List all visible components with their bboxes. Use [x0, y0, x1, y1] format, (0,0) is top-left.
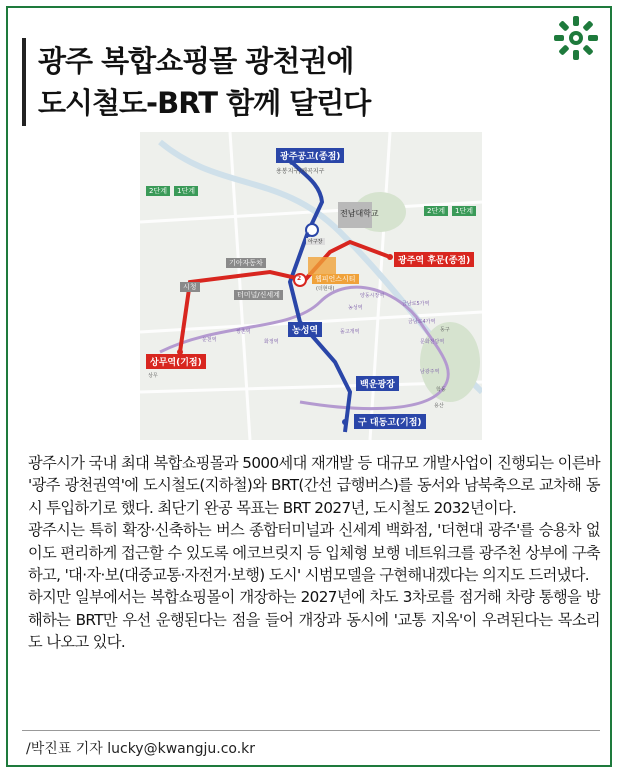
route-map	[140, 132, 482, 440]
metro-station-label: 운천역	[202, 337, 217, 343]
article-paragraph-2: 광주시는 특히 확장·신축하는 버스 종합터미널과 신세계 백화점, '더현대 광주'를 승용차 없이도 편리하게 접근할 수 있도록 에코브릿지 등 입체형 보행 네트워크를 광주천 상부에 구축하고, '대·자·보(대중교통·자전거·보행) 도시' 시범모델을 구현해내겠다는 의지도 드러냈다.	[28, 521, 600, 585]
article-body	[28, 452, 600, 654]
map-label-agu: 아구장	[308, 239, 323, 245]
map-label-yongbong: 용봉지구/매곡지구	[276, 168, 325, 175]
map-label-sangmu: 상무역(기점)	[146, 354, 206, 369]
metro-station-label: 금남로5가역	[402, 301, 430, 307]
metro-station-label: 남광주역	[420, 369, 440, 375]
map-label-univ: 전남대학교	[340, 209, 379, 218]
area-label: 상무	[148, 373, 158, 379]
metro-station-label: 화정역	[264, 339, 279, 345]
area-label: 용산	[434, 403, 444, 409]
title-accent-bar	[22, 38, 26, 126]
map-label-phase2-left: 2단계	[146, 186, 170, 196]
map-label-gwangju-terminal: 광주공고(종점)	[276, 148, 344, 163]
map-label-phase1-left: 1단계	[174, 186, 198, 196]
article-paragraph-1: 광주시가 국내 최대 복합쇼핑몰과 5000세대 재개발 등 대규모 개발사업이 진행되는 이른바 '광주 광천권역'에 도시철도(지하철)와 BRT(간선 급행버스)를 동서와 남북축으로 교차해 동시 투입하기로 했다. 최단기 완공 목표는 BRT 2027년, 도시철도 2032년이다.	[28, 454, 600, 517]
map-label-baekun: 백운광장	[356, 376, 399, 391]
headline	[38, 40, 370, 124]
map-label-kia: 기아자동차	[226, 258, 266, 268]
article-paragraph-3: 하지만 일부에서는 복합쇼핑몰이 개장하는 2027년에 차도 3차로를 점거해 차량 통행을 방해하는 BRT만 우선 운행된다는 점을 들어 개장과 동시에 '교통 지옥'이 우려된다는 목소리도 나오고 있다.	[28, 588, 600, 652]
map-label-phase1-right: 1단계	[452, 206, 476, 216]
map-label-nongseong: 농성역	[288, 322, 322, 337]
map-circle-2: 2	[297, 275, 302, 282]
map-label-phase2-right: 2단계	[424, 206, 448, 216]
publisher-logo-icon	[552, 14, 600, 62]
metro-station-label: 금남로4가역	[408, 319, 436, 325]
metro-station-label: 쌍촌역	[236, 329, 251, 335]
area-label: 학동	[436, 387, 446, 393]
map-label-terminal: 터미널/신세계	[234, 290, 283, 300]
map-circle-1: 1	[306, 232, 311, 239]
map-label-city-hall: 시청	[180, 282, 200, 292]
map-label-hyundai-sub: (더현대)	[316, 286, 335, 292]
metro-station-label: 문화전당역	[420, 339, 445, 345]
metro-station-label: 양동시장역	[360, 293, 385, 299]
map-label-gu-daedong: 구 대동고(기점)	[354, 414, 426, 429]
map-label-gwangju-station-back: 광주역 후문(종점)	[394, 252, 474, 267]
byline-divider	[22, 730, 600, 731]
metro-station-label: 농성역	[348, 305, 363, 311]
metro-station-label: 돌고개역	[340, 329, 360, 335]
area-label: 동구	[440, 327, 450, 333]
headline-line-2: 도시철도-BRT 함께 달린다	[38, 86, 371, 120]
headline-line-1: 광주 복합쇼핑몰 광천권에	[38, 44, 354, 78]
map-label-hyundai: 웹피언스시티	[312, 274, 359, 284]
byline: /박진표 기자 lucky@kwangju.co.kr	[26, 741, 256, 757]
